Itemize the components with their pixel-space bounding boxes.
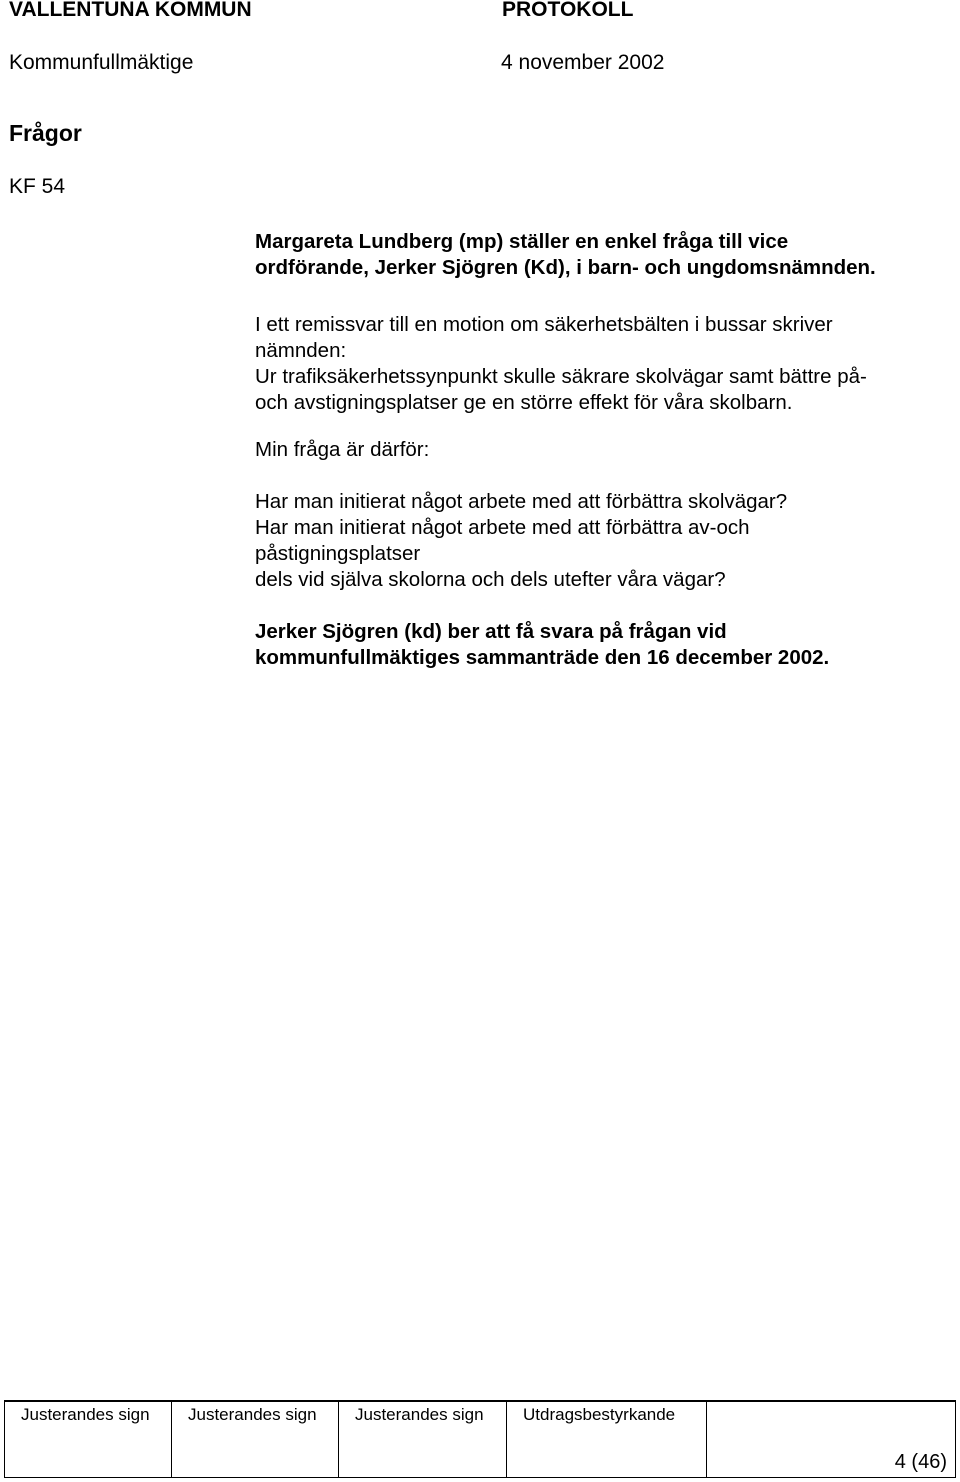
certification-cell	[507, 1402, 707, 1477]
intro-line: Margareta Lundberg (mp) ställer en enkel fråga till vice	[255, 230, 789, 253]
quote-line: och avstigningsplatser ge en större effekt för våra skolbarn.	[255, 391, 793, 414]
question-line: Har man initierat något arbete med att förbättra skolvägar?	[255, 490, 788, 513]
quote-line: I ett remissvar till en motion om säkerhetsbälten i bussar skriver	[255, 313, 833, 336]
answer-line: Jerker Sjögren (kd) ber att få svara på frågan vid	[255, 620, 727, 643]
signature-label: Justerandes sign	[21, 1405, 150, 1424]
question-line: dels vid själva skolorna och dels utefter våra vägar?	[255, 568, 726, 591]
organization-name: VALLENTUNA KOMMUN	[9, 0, 252, 21]
signature-table	[4, 1402, 956, 1478]
signature-label: Justerandes sign	[355, 1405, 484, 1424]
signature-cell-1	[5, 1402, 172, 1477]
section-title: Frågor	[9, 120, 82, 146]
answer-paragraph	[255, 619, 945, 671]
question-line: Har man initierat något arbete med att förbättra av-och	[255, 516, 750, 539]
quote-line: nämnden:	[255, 339, 347, 362]
meeting-date: 4 november 2002	[501, 51, 665, 74]
document-body	[255, 229, 945, 671]
page-number: 4 (46)	[894, 1451, 947, 1473]
document-type: PROTOKOLL	[502, 0, 634, 21]
question-line: påstigningsplatser	[255, 542, 421, 565]
signature-label: Justerandes sign	[188, 1405, 317, 1424]
quote-paragraph	[255, 312, 945, 416]
signature-cell-3	[339, 1402, 507, 1477]
intro-line: ordförande, Jerker Sjögren (Kd), i barn- och ungdomsnämnden.	[255, 256, 876, 279]
answer-line: kommunfullmäktiges sammanträde den 16 december 2002.	[255, 646, 830, 669]
section-number: KF 54	[9, 175, 66, 198]
governing-body: Kommunfullmäktige	[9, 51, 194, 74]
quote-line: Ur trafiksäkerhetssynpunkt skulle säkrare skolvägar samt bättre på-	[255, 365, 867, 388]
questions-paragraph	[255, 489, 945, 593]
question-lead: Min fråga är därför:	[255, 438, 430, 461]
signature-cell-2	[172, 1402, 339, 1477]
intro-paragraph	[255, 229, 945, 281]
certification-label: Utdragsbestyrkande	[523, 1405, 676, 1424]
